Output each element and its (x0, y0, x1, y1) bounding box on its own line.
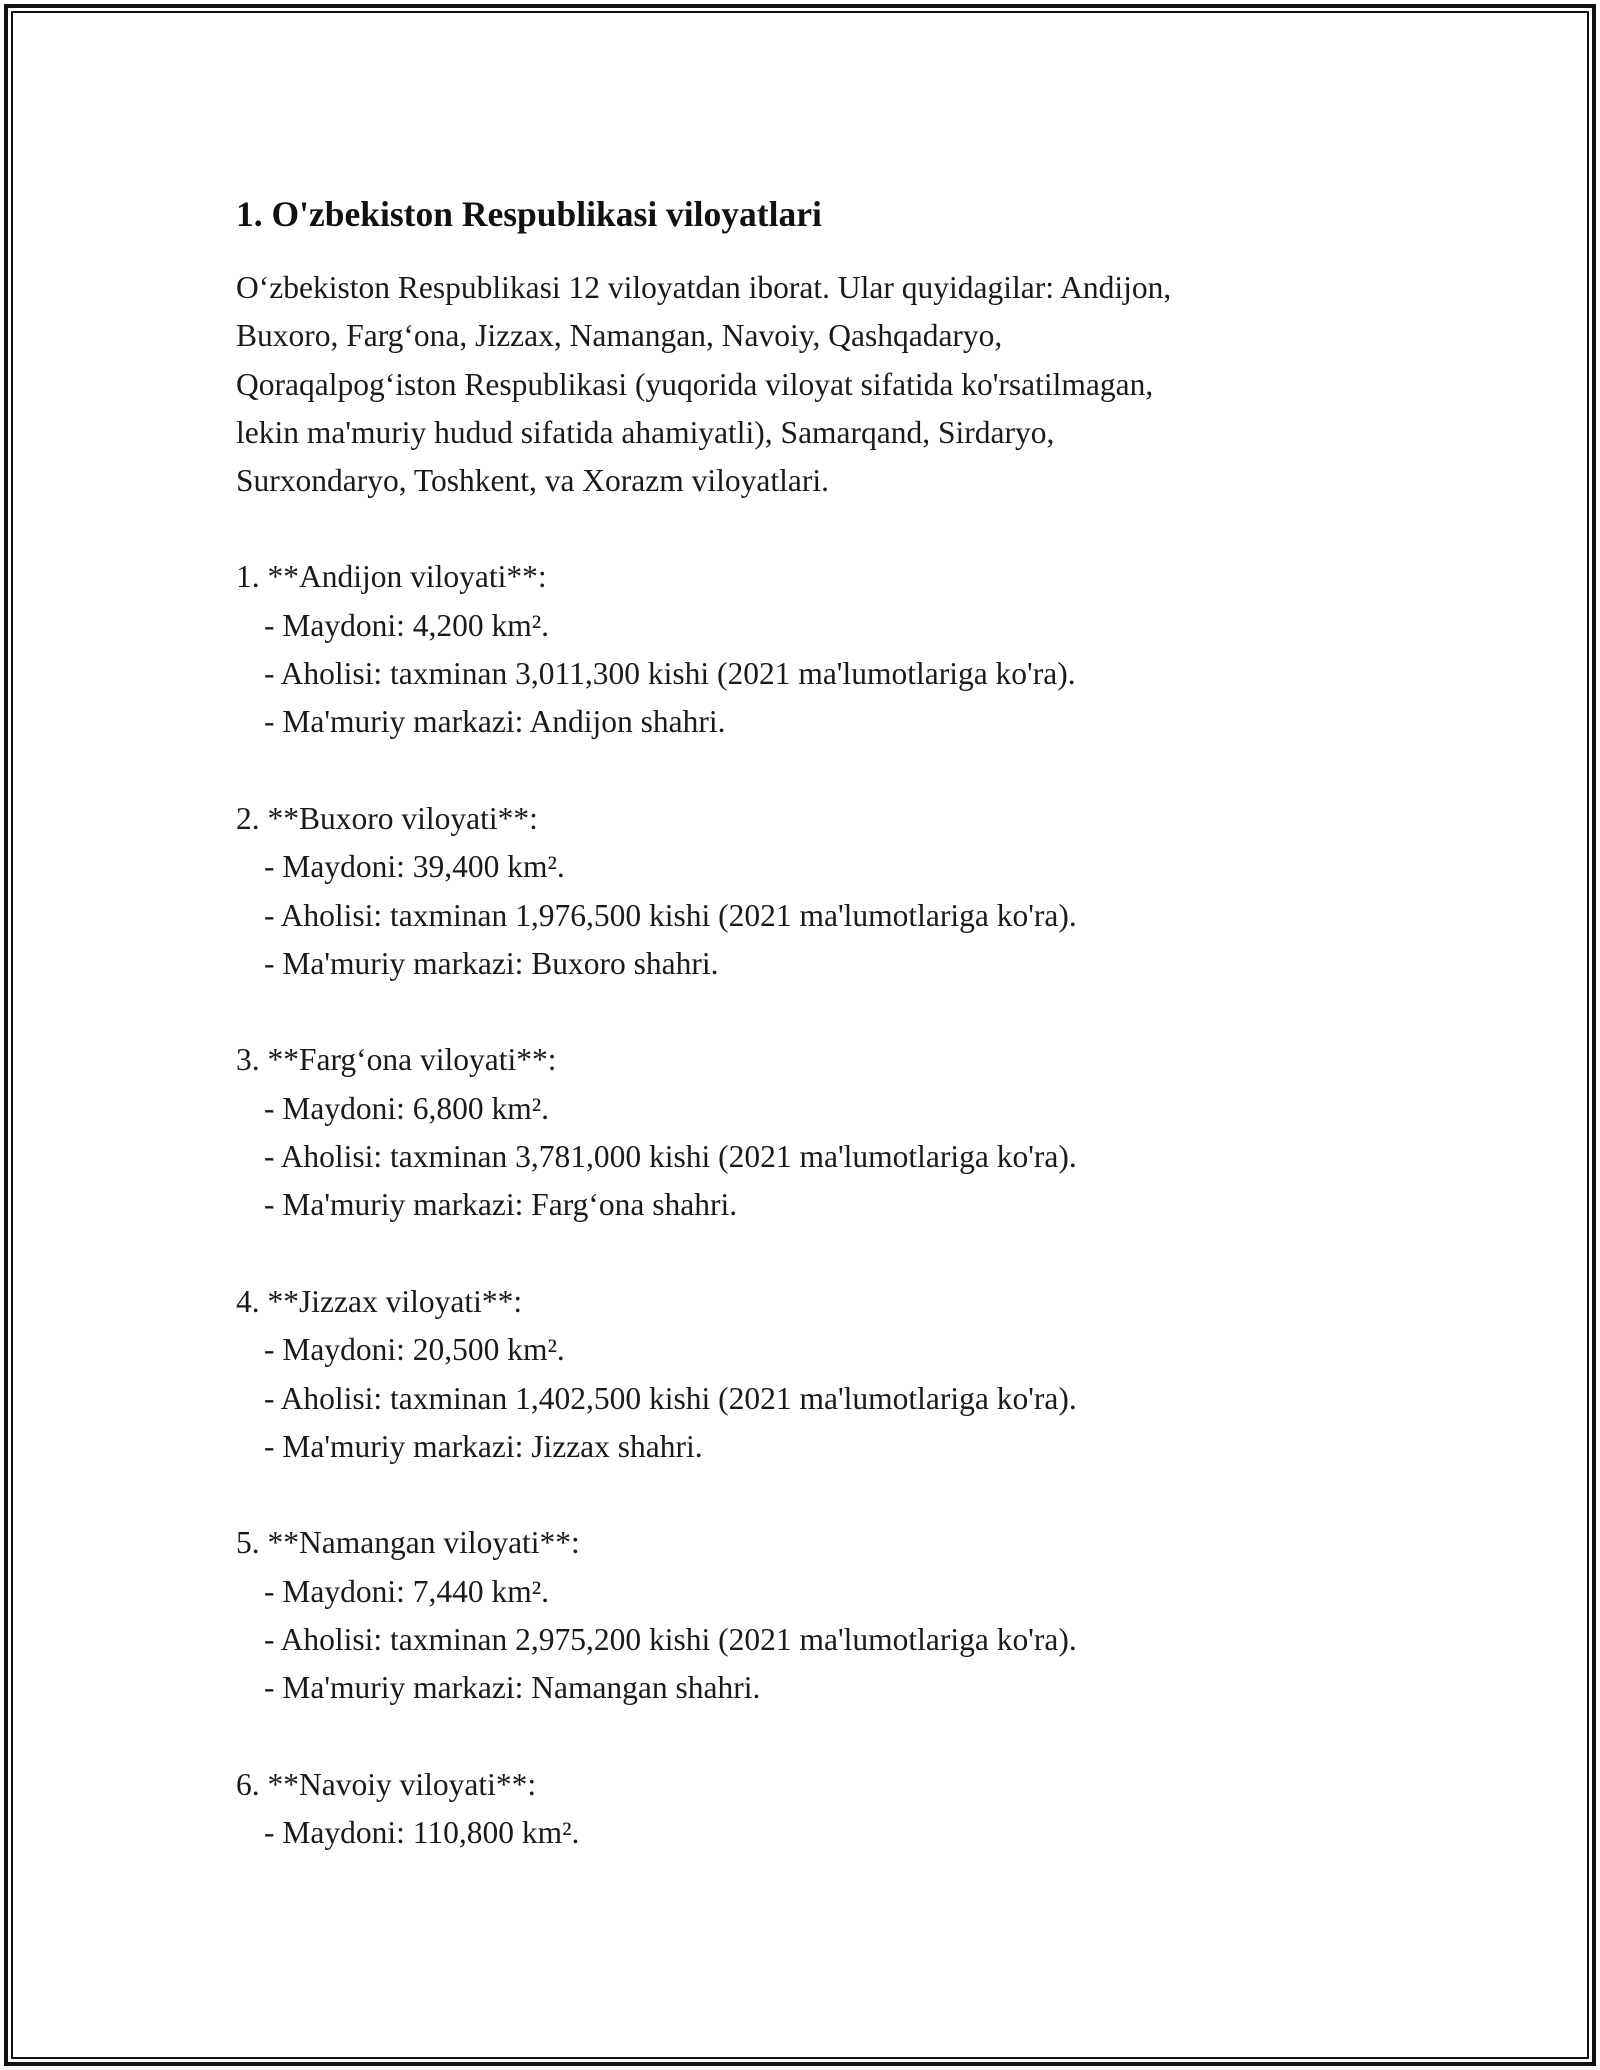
region-area: - Maydoni: 110,800 km². (264, 1815, 580, 1851)
region-admin-center: - Ma'muriy markazi: Namangan shahri. (264, 1670, 761, 1706)
region-heading: 3. **Farg‘ona viloyati**: (236, 1042, 557, 1078)
region-item-buxoro (236, 795, 1386, 988)
document-title: 1. O'zbekiston Respublikasi viloyatlari (236, 194, 822, 234)
document-body (236, 190, 1386, 1906)
region-item-fargona (236, 1036, 1386, 1229)
region-heading: 1. **Andijon viloyati**: (236, 559, 547, 595)
region-population: - Aholisi: taxminan 1,402,500 kishi (2021 ma'lumotlariga ko'ra). (264, 1380, 1077, 1416)
region-admin-center: - Ma'muriy markazi: Farg‘ona shahri. (264, 1187, 738, 1223)
region-item-andijon (236, 553, 1386, 746)
region-area: - Maydoni: 39,400 km². (264, 849, 565, 885)
region-area: - Maydoni: 6,800 km². (264, 1090, 550, 1126)
region-population: - Aholisi: taxminan 1,976,500 kishi (2021 ma'lumotlariga ko'ra). (264, 897, 1077, 933)
region-admin-center: - Ma'muriy markazi: Jizzax shahri. (264, 1428, 703, 1464)
region-heading: 4. **Jizzax viloyati**: (236, 1283, 523, 1319)
region-population: - Aholisi: taxminan 3,011,300 kishi (2021 ma'lumotlariga ko'ra). (264, 656, 1076, 692)
intro-paragraph: O‘zbekiston Respublikasi 12 viloyatdan iborat. Ular quyidagilar: Andijon, Buxoro, Farg‘ona, Jizzax, Namangan, Navoiy, Qashqadaryo, Qoraqalpog‘iston Respublikasi (yuqorida viloyat sifatida ko'rsatilmagan, lekin ma'muriy hudud sifatida ahamiyatli), Samarqand, Sirdaryo, Surxondaryo, Toshkent, va Xorazm viloyatlari. (236, 270, 1172, 499)
region-area: - Maydoni: 7,440 km². (264, 1573, 550, 1609)
region-area: - Maydoni: 4,200 km². (264, 607, 550, 643)
region-item-navoiy (236, 1761, 1386, 1858)
region-admin-center: - Ma'muriy markazi: Buxoro shahri. (264, 945, 719, 981)
region-heading: 2. **Buxoro viloyati**: (236, 800, 538, 836)
region-list (236, 553, 1386, 1857)
region-item-namangan (236, 1519, 1386, 1712)
region-heading: 6. **Navoiy viloyati**: (236, 1766, 537, 1802)
region-admin-center: - Ma'muriy markazi: Andijon shahri. (264, 704, 726, 740)
region-area: - Maydoni: 20,500 km². (264, 1332, 565, 1368)
region-item-jizzax (236, 1278, 1386, 1471)
region-heading: 5. **Namangan viloyati**: (236, 1525, 580, 1561)
region-population: - Aholisi: taxminan 3,781,000 kishi (2021 ma'lumotlariga ko'ra). (264, 1139, 1077, 1175)
region-population: - Aholisi: taxminan 2,975,200 kishi (2021 ma'lumotlariga ko'ra). (264, 1622, 1077, 1658)
